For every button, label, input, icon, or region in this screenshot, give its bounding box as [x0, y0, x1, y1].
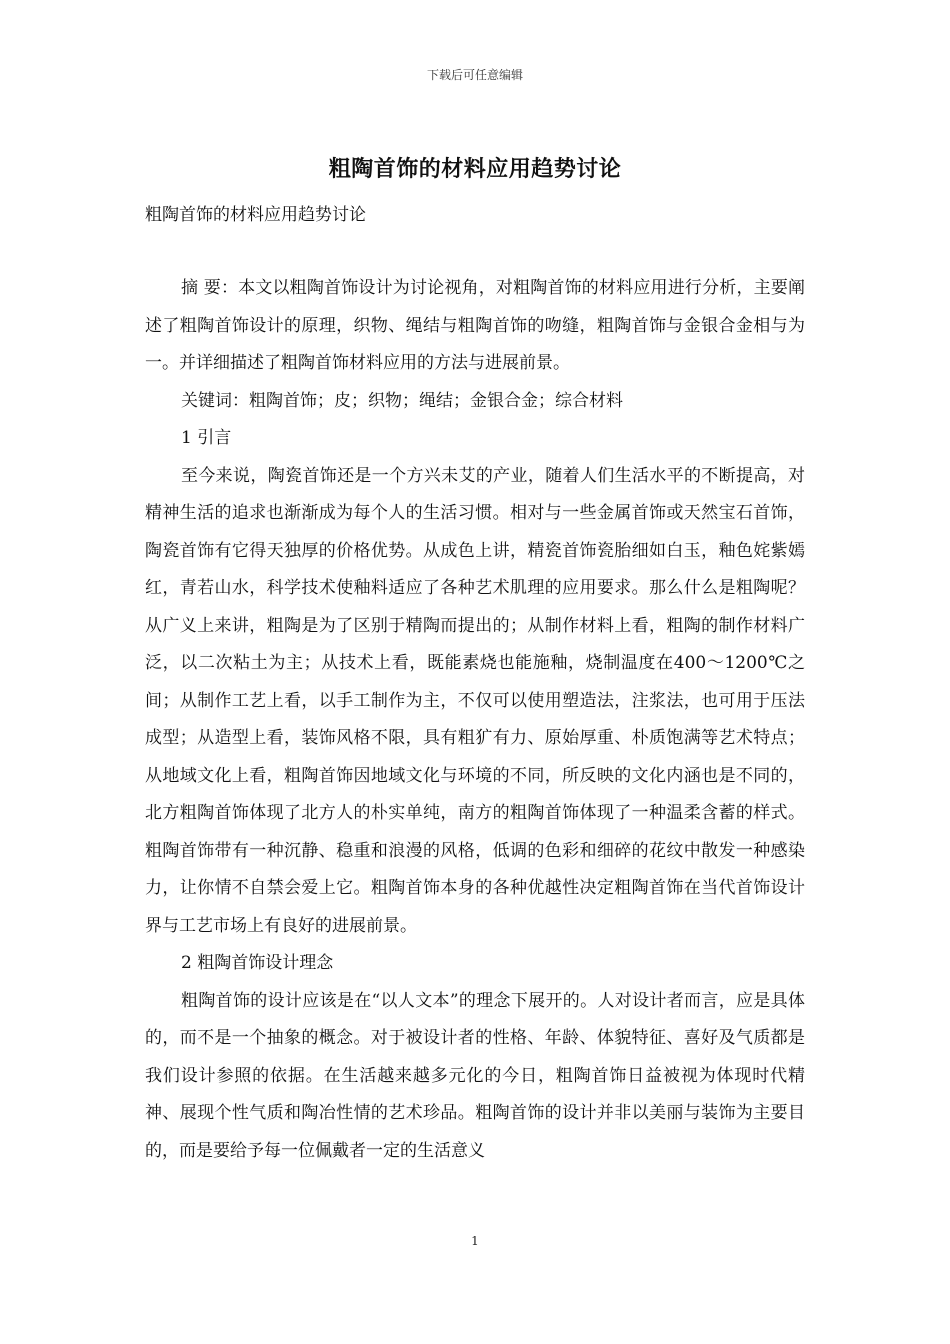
- document-subtitle: 粗陶首饰的材料应用趋势讨论: [145, 205, 366, 225]
- design-concept-paragraph: 粗陶首饰的设计应该是在“以人文本”的理念下展开的。人对设计者而言，应是具体的，而不是一个抽象的概念。对于被设计者的性格、年龄、体貌特征、喜好及气质都是我们设计参照的依据。在生活越来越多元化的今日，粗陶首饰日益被视为体现时代精神、展现个性气质和陶冶性情的艺术珍品。粗陶首饰的设计并非以美丽与装饰为主要目的，而是要给予每一位佩戴者一定的生活意义: [145, 990, 805, 1161]
- document-title: 粗陶首饰的材料应用趋势讨论: [328, 156, 622, 182]
- abstract-paragraph: 摘 要：本文以粗陶首饰设计为讨论视角，对粗陶首饰的材料应用进行分析，主要阐述了粗陶首饰设计的原理，织物、绳结与粗陶首饰的吻缝，粗陶首饰与金银合金相与为一。并详细描述了粗陶首饰材料应用的方法与进展前景。: [145, 278, 805, 373]
- document-body: [145, 270, 805, 1170]
- page-number: 1: [471, 1234, 479, 1248]
- keywords-line: 关键词：粗陶首饰；皮；织物；绳结；金银合金；综合材料: [181, 390, 623, 411]
- header-note: 下载后可任意编辑: [426, 68, 523, 82]
- introduction-paragraph: 至今来说，陶瓷首饰还是一个方兴未艾的产业，随着人们生活水平的不断提高，对精神生活的追求也渐渐成为每个人的生活习惯。相对与一些金属首饰或天然宝石首饰，陶瓷首饰有它得天独厚的价格优势。从成色上讲，精瓷首饰瓷胎细如白玉，釉色姹紫嫣红，青若山水，科学技术使釉料适应了各种艺术肌理的应用要求。那么什么是粗陶呢？从广义上来讲，粗陶是为了区别于精陶而提出的；从制作材料上看，粗陶的制作材料广泛，以二次粘土为主；从技术上看，既能素烧也能施釉，烧制温度在400～1200℃之间；从制作工艺上看，以手工制作为主，不仅可以使用塑造法，注浆法，也可用于压法成型；从造型上看，装饰风格不限，具有粗犷有力、原始厚重、朴质饱满等艺术特点；从地域文化上看，粗陶首饰因地域文化与环境的不同，所反映的文化内涵也是不同的，北方粗陶首饰体现了北方人的朴实单纯，南方的粗陶首饰体现了一种温柔含蓄的样式。粗陶首饰带有一种沉静、稳重和浪漫的风格，低调的色彩和细碎的花纹中散发一种感染力，让你情不自禁会爱上它。粗陶首饰本身的各种优越性决定粗陶首饰在当代首饰设计界与工艺市场上有良好的进展前景。: [145, 465, 805, 936]
- section-heading-introduction: 1 引言: [181, 428, 232, 448]
- section-heading-design-concept: 2 粗陶首饰设计理念: [181, 953, 334, 973]
